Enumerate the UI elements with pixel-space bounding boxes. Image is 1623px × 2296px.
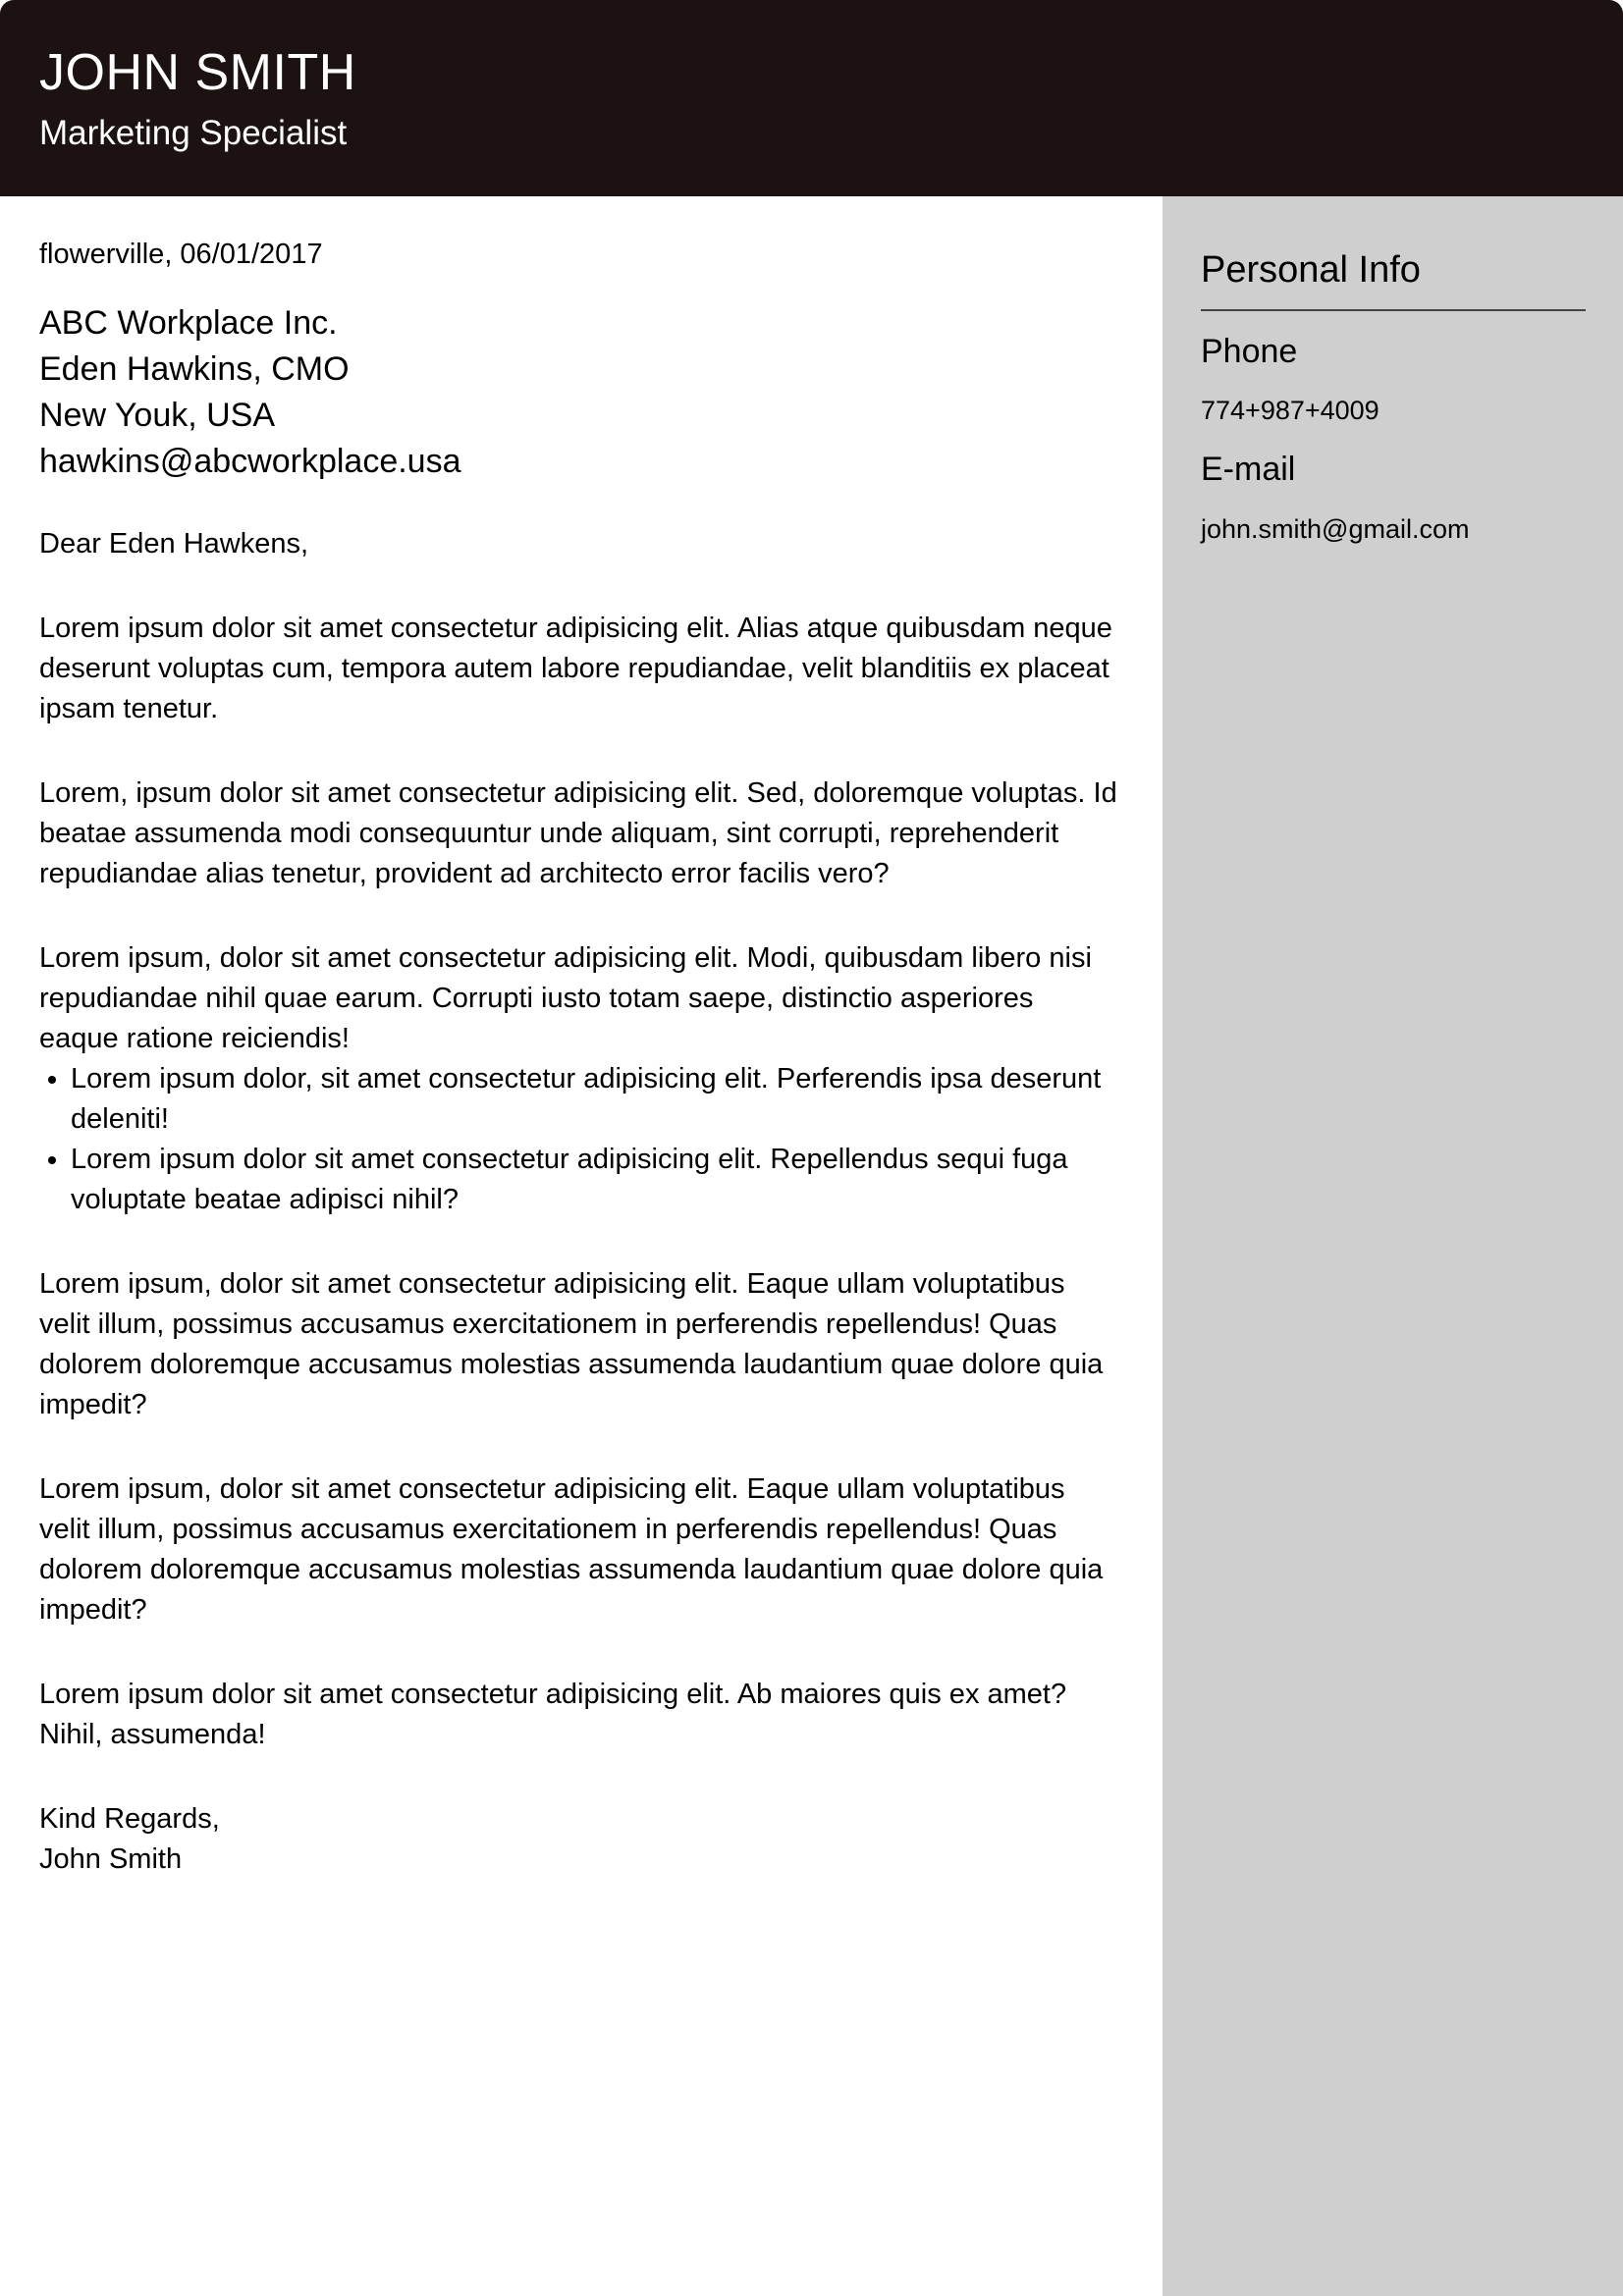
signature-name: John Smith <box>39 1843 183 1875</box>
body-paragraph: Lorem ipsum dolor sit amet consectetur adipisicing elit. Ab maiores quis ex amet? Nihil, assumenda! <box>39 1679 1067 1750</box>
bullet-list <box>39 1059 1119 1220</box>
email-value: john.smith@gmail.com <box>1201 514 1470 544</box>
closing-phrase: Kind Regards, <box>39 1803 220 1835</box>
phone-value: 774+987+4009 <box>1201 396 1380 425</box>
body-paragraph: Lorem, ipsum dolor sit amet consectetur adipisicing elit. Sed, doloremque voluptas. Id beatae assumenda modi consequuntur unde aliquam, sint corrupti, reprehenderit repudiandae alias tenetur, provident ad architecto error facilis vero? <box>39 777 1117 889</box>
recipient-location: New Youk, USA <box>39 397 276 434</box>
phone-label: Phone <box>1201 333 1298 370</box>
recipient-company: ABC Workplace Inc. <box>39 304 338 342</box>
salutation: Dear Eden Hawkens, <box>39 528 309 560</box>
bullet-item: • Lorem ipsum dolor sit amet consectetur adipisicing elit. Repellendus sequi fuga voluptate beatae adipisci nihil? <box>71 1140 1119 1220</box>
header-banner <box>0 0 1623 196</box>
closing-block <box>39 1799 1119 1880</box>
recipient-block <box>39 300 1119 485</box>
sidebar-personal-info <box>1163 196 1623 2296</box>
bullet-item: • Lorem ipsum dolor, sit amet consectetur adipisicing elit. Perferendis ipsa deserunt deleniti! <box>71 1059 1119 1140</box>
applicant-name: JOHN SMITH <box>39 44 356 101</box>
recipient-person: Eden Hawkins, CMO <box>39 350 350 388</box>
applicant-job-title: Marketing Specialist <box>39 114 348 152</box>
body-paragraph: Lorem ipsum, dolor sit amet consectetur adipisicing elit. Eaque ullam voluptatibus velit illum, possimus accusamus exercitationem in perferendis repellendus! Quas dolorem doloremque accusamus molestias assumenda laudantium quae dolore quia impedit? <box>39 1473 1104 1626</box>
sidebar-divider <box>1201 309 1586 311</box>
body-paragraph: Lorem ipsum dolor sit amet consectetur adipisicing elit. Alias atque quibusdam neque deserunt voluptas cum, tempora autem labore repudiandae, velit blanditiis ex placeat ipsam tenetur. <box>39 613 1112 724</box>
recipient-email: hawkins@abcworkplace.usa <box>39 443 461 480</box>
sidebar-heading: Personal Info <box>1201 249 1421 291</box>
email-label: E-mail <box>1201 451 1296 488</box>
body-paragraph: Lorem ipsum, dolor sit amet consectetur adipisicing elit. Eaque ullam voluptatibus velit illum, possimus accusamus exercitationem in perferendis repellendus! Quas dolorem doloremque accusamus molestias assumenda laudantium quae dolore quia impedit? <box>39 1268 1104 1420</box>
body-paragraph: Lorem ipsum, dolor sit amet consectetur adipisicing elit. Modi, quibusdam libero nisi repudiandae nihil quae earum. Corrupti iusto totam saepe, distinctio asperiores eaque ratione reiciendis! <box>39 942 1092 1054</box>
letter-body <box>39 236 1119 1880</box>
place-and-date: flowerville, 06/01/2017 <box>39 239 323 270</box>
